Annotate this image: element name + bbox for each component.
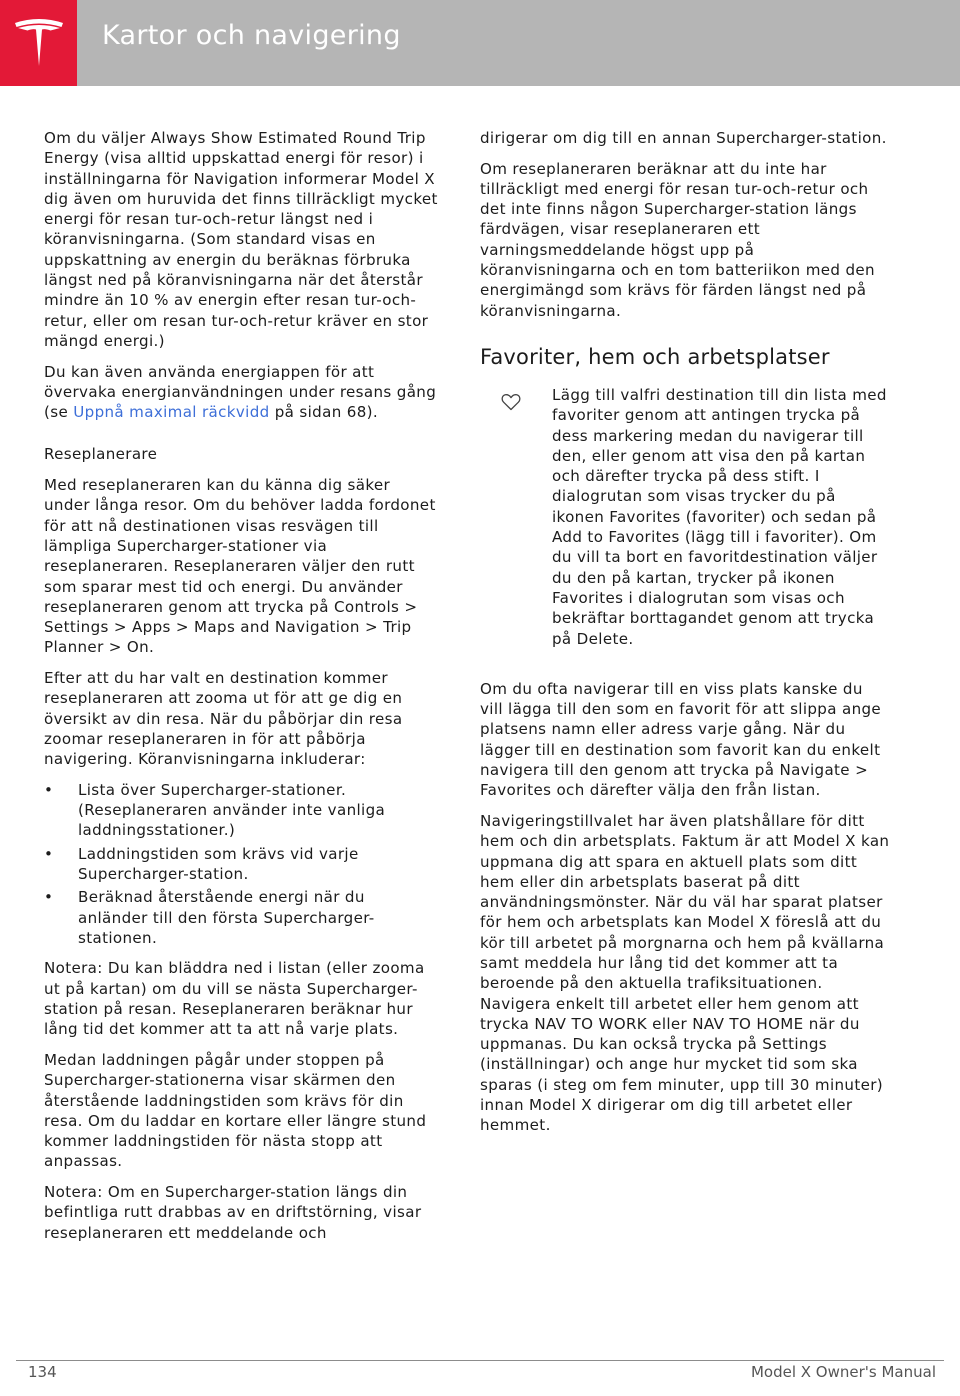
energy-app-paragraph: Du kan även använda energiappen för att övervaka energianvändningen under resans gång (se Uppnå maximal räckvidd på sidan 68).	[44, 362, 437, 422]
page-title: Kartor och navigering	[102, 20, 401, 51]
directions-list	[44, 780, 439, 948]
round-trip-paragraph: Om du väljer Always Show Estimated Round Trip Energy (visa alltid uppskattad energi för resor) i inställningarna för Navigation informerar Model X dig även om huruvida det finns tillräckligt mycket energi för resan tur-och-retur längst ned i köranvisningarna. (Som standard visas en uppskattning av energin du beräknas förbruka längst ned på köranvisningarna när det återstår mindre än 10 % av energin efter resan tur-och-retur, eller om resan tur-och-retur kräver en stor mängd energi.)	[44, 129, 438, 350]
favorites-instructions: Lägg till valfri destination till din lista med favoriter genom att antingen trycka på dess markering medan du navigerar till den, eller genom att visa den på kartan och därefter trycka på dess stift. I dialogrutan som visas trycker du på ikonen Favorites (favoriter) och sedan på Add to Favorites (lägg till i favoriter). Om du vill ta bort en favoritdestination väljer du den på kartan, trycker på ikonen Favorites i dialogrutan som visas och bekräftar borttagandet genom att trycka på Delete.	[552, 385, 887, 648]
trip-planner-subheading: Reseplanerare	[44, 445, 158, 464]
right-column	[480, 128, 890, 1146]
favorites-block	[480, 385, 890, 649]
favorites-heading: Favoriter, hem och arbetsplatser	[480, 344, 830, 369]
list-item: • Beräknad återstående energi när du anländer till den första Supercharger-stationen.	[44, 888, 375, 947]
reroute-paragraph: dirigerar om dig till en annan Supercharger-station.	[480, 129, 887, 147]
outage-note: Notera: Om en Supercharger-station längs din befintliga rutt drabbas av en driftstörning, visar reseplaneraren ett meddelande och	[44, 1183, 422, 1242]
left-column	[44, 128, 439, 1253]
bullet-icon: •	[44, 888, 54, 907]
bullet-icon: •	[44, 780, 54, 799]
list-item: • Laddningstiden som krävs vid varje Supercharger-station.	[44, 844, 359, 883]
trip-planner-paragraph: Med reseplaneraren kan du känna dig säker under långa resor. Om du behöver ladda fordonet för att nå destinationen visas resvägen till lämpliga Supercharger-stationer via reseplaneraren. Reseplaneraren väljer den rutt som sparar mest tid och energi. Du använder reseplaneraren genom att trycka på Controls > Settings > Apps > Maps and Navigation > Trip Planner > On.	[44, 476, 436, 657]
tesla-logo-icon	[11, 14, 67, 70]
page-number: 134	[28, 1363, 57, 1381]
bullet-icon: •	[44, 844, 54, 863]
insufficient-energy-paragraph: Om reseplaneraren beräknar att du inte har tillräckligt med energi för resan tur-och-retur och det inte finns någon Supercharger-station längs färdvägen, visar reseplaneraren ett varningsmeddelande högst upp på köranvisningarna och en tom batteriikon med den energimängd som krävs för färden längst ned på köranvisningarna.	[480, 159, 875, 320]
home-work-paragraph: Navigeringstillvalet har även platshållare för ditt hem och din arbetsplats. Faktum är att Model X kan uppmana dig att spara en aktuell plats som ditt hem eller din arbetsplats baserat på ditt användningsmönster. När du väl har sparat platser för hem och arbetsplats kan Model X föreslå att du kör till arbetet på morgnarna och hem på kvällarna samt meddela hur lång tid det kommer att ta beroende på den aktuella trafiksituationen. Navigera enkelt till arbetet eller hem genom att trycka NAV TO WORK eller NAV TO HOME när du uppmanas. Du kan också trycka på Settings (inställningar) och ange hur mycket tid som ska sparas (i steg om fem minuter, upp till 30 minuter) innan Model X dirigerar om dig till arbetet eller hemmet.	[480, 811, 890, 1135]
footer-divider	[16, 1360, 944, 1361]
charging-paragraph: Medan laddningen pågår under stoppen på Supercharger-stationerna visar skärmen den återstående laddningstiden som krävs för din resa. Om du laddar en kortare eller längre stund kommer laddningstiden för nästa stopp att anpassas.	[44, 1050, 427, 1171]
manual-title: Model X Owner's Manual	[750, 1363, 936, 1381]
list-item: • Lista över Supercharger-stationer. (Reseplaneraren använder inte vanliga laddningsstationer.)	[44, 780, 386, 840]
brand-logo-box	[0, 0, 77, 86]
favorite-usage-paragraph: Om du ofta navigerar till en viss plats kanske du vill lägga till den som en favorit för att slippa ange platsens namn eller adress varje gång. När du lägger till en destination som favorit kan du enkelt navigera till den genom att trycka på Navigate > Favorites och därefter välja den från listan.	[480, 679, 882, 800]
trip-planner-overview-paragraph: Efter att du har valt en destination kommer reseplaneraren att zooma ut för att ge dig en översikt av din resa. När du påbörjar din resa zoomar reseplaneraren in för att påbörja navigering. Köranvisningarna inkluderar:	[44, 669, 403, 769]
heart-icon	[501, 393, 521, 411]
range-link[interactable]: Uppnå maximal räckvidd	[73, 403, 270, 422]
page-header	[0, 0, 960, 86]
scroll-note: Notera: Du kan bläddra ned i listan (eller zooma ut på kartan) om du vill se nästa Supercharger-station på resan. Reseplaneraren beräknar hur lång tid det kommer att ta att nå varje plats.	[44, 959, 425, 1039]
